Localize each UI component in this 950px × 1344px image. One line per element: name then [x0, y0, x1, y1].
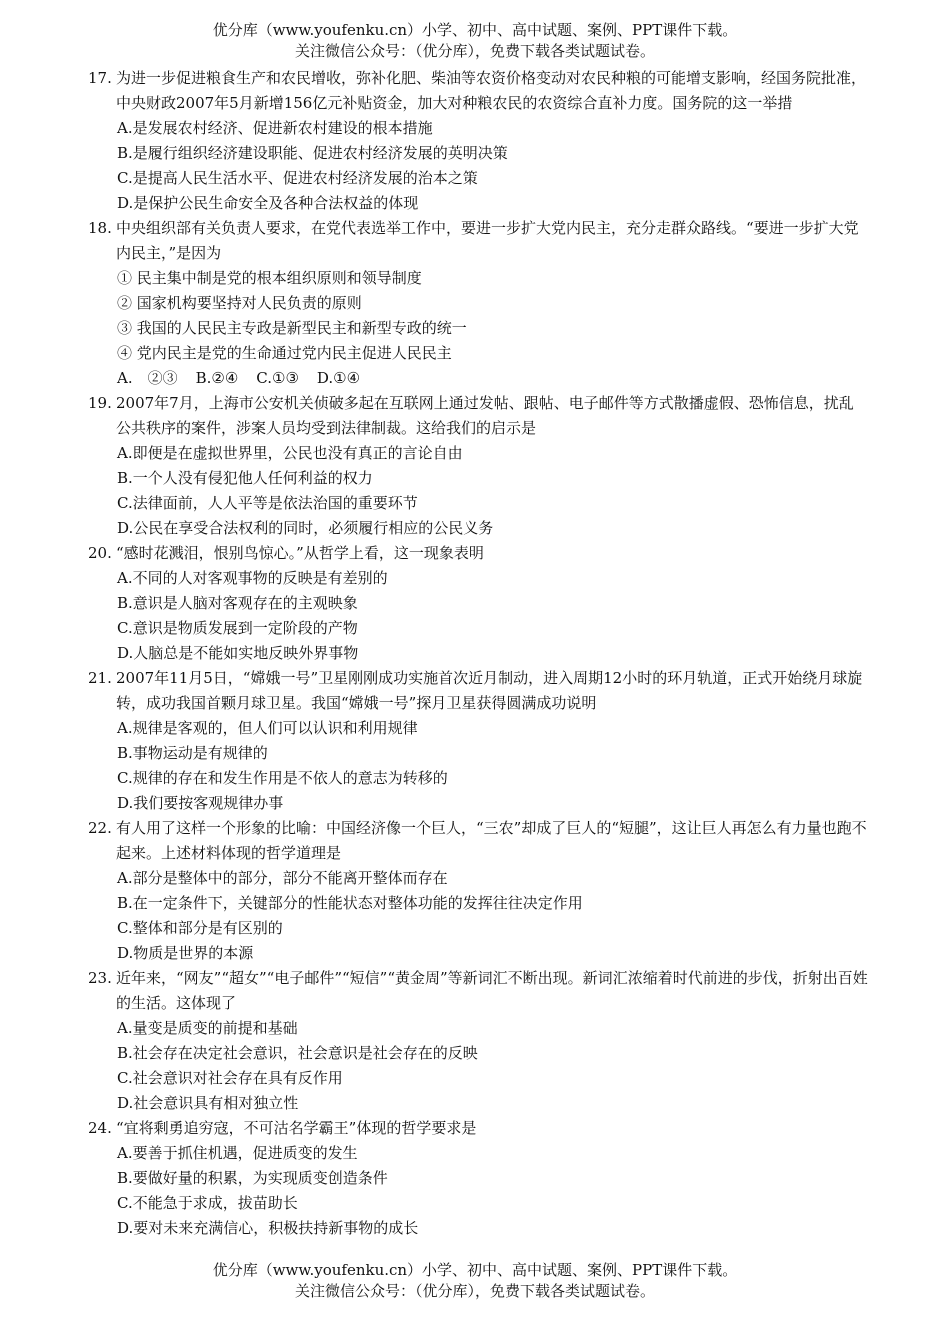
option-a: A.即便是在虚拟世界里，公民也没有真正的言论自由: [117, 444, 463, 462]
option-a: A.不同的人对客观事物的反映是有差别的: [117, 569, 388, 587]
option-b: B.意识是人脑对客观存在的主观映象: [117, 594, 358, 612]
option-d: D.公民在享受合法权利的同时，必须履行相应的公民义务: [117, 519, 494, 537]
question-20: [88, 541, 868, 666]
question-23: [88, 966, 868, 1116]
header-line-1: 优分库（www.youfenku.cn）小学、初中、高中试题、案例、PPT课件下载。: [212, 21, 738, 39]
option-d: D.物质是世界的本源: [117, 944, 254, 962]
question-number: 24.: [88, 1119, 112, 1137]
statement-2: ② 国家机构要坚持对人民负责的原则: [117, 294, 362, 312]
option-a: A.量变是质变的前提和基础: [117, 1019, 298, 1037]
choice-a: A. ②③: [117, 369, 178, 387]
question-18: [88, 216, 868, 391]
statement-3: ③ 我国的人民民主专政是新型民主和新型专政的统一: [117, 319, 467, 337]
choice-row: [88, 366, 868, 391]
question-stem: 近年来，“网友”“超女”“电子邮件”“短信”“黄金周”等新词汇不断出现。新词汇浓缩着时代前进的步伐，折射出百姓的生活。这体现了: [116, 969, 868, 1012]
question-stem: 2007年7月，上海市公安机关侦破多起在互联网上通过发帖、跟帖、电子邮件等方式散播虚假、恐怖信息，扰乱公共秩序的案件，涉案人员均受到法律制裁。这给我们的启示是: [116, 394, 854, 437]
option-d: D.我们要按客观规律办事: [117, 794, 284, 812]
question-number: 20.: [88, 544, 112, 562]
option-c: C.社会意识对社会存在具有反作用: [117, 1069, 343, 1087]
option-b: B.要做好量的积累，为实现质变创造条件: [117, 1169, 388, 1187]
question-number: 22.: [88, 819, 112, 837]
option-d: D.人脑总是不能如实地反映外界事物: [117, 644, 359, 662]
option-c: C.意识是物质发展到一定阶段的产物: [117, 619, 358, 637]
option-b: B.事物运动是有规律的: [117, 744, 268, 762]
option-a: A.规律是客观的，但人们可以认识和利用规律: [117, 719, 418, 737]
option-a: A.部分是整体中的部分，部分不能离开整体而存在: [117, 869, 448, 887]
question-stem: “宜将剩勇追穷寇，不可沽名学霸王”体现的哲学要求是: [116, 1119, 477, 1137]
option-a: A.要善于抓住机遇，促进质变的发生: [117, 1144, 358, 1162]
page-header: [0, 20, 950, 62]
question-list: [88, 66, 868, 1241]
question-stem: 2007年11月5日，“嫦娥一号”卫星刚刚成功实施首次近月制动，进入周期12小时的环月轨道，正式开始绕月球旋转，成功我国首颗月球卫星。我国“嫦娥一号”探月卫星获得圆满成功说明: [116, 669, 863, 712]
option-c: C.不能急于求成，拔苗助长: [117, 1194, 298, 1212]
option-b: B.是履行组织经济建设职能、促进农村经济发展的英明决策: [117, 144, 508, 162]
footer-line-2: 关注微信公众号：（优分库），免费下载各类试题试卷。: [294, 1282, 655, 1300]
question-number: 19.: [88, 394, 112, 412]
page-footer: [0, 1260, 950, 1302]
question-24: [88, 1116, 868, 1241]
option-c: C.规律的存在和发生作用是不依人的意志为转移的: [117, 769, 448, 787]
header-line-2: 关注微信公众号：（优分库），免费下载各类试题试卷。: [294, 42, 655, 60]
option-d: D.要对未来充满信心，积极扶持新事物的成长: [117, 1219, 419, 1237]
option-b: B.一个人没有侵犯他人任何利益的权力: [117, 469, 373, 487]
question-number: 17.: [88, 69, 112, 87]
question-stem: “感时花溅泪，恨别鸟惊心。”从哲学上看，这一现象表明: [116, 544, 484, 562]
option-d: D.是保护公民生命安全及各种合法权益的体现: [117, 194, 419, 212]
question-stem: 为进一步促进粮食生产和农民增收，弥补化肥、柴油等农资价格变动对农民种粮的可能增支影响，经国务院批准，中央财政2007年5月新增156亿元补贴资金，加大对种粮农民的农资综合直补力度。国务院的这一举措: [116, 69, 867, 112]
option-d: D.社会意识具有相对独立性: [117, 1094, 299, 1112]
question-19: [88, 391, 868, 541]
statement-1: ① 民主集中制是党的根本组织原则和领导制度: [117, 269, 422, 287]
question-number: 21.: [88, 669, 112, 687]
question-number: 18.: [88, 219, 112, 237]
choice-c: C.①③: [256, 369, 299, 387]
option-c: C.是提高人民生活水平、促进农村经济发展的治本之策: [117, 169, 478, 187]
option-c: C.法律面前，人人平等是依法治国的重要环节: [117, 494, 418, 512]
option-c: C.整体和部分是有区别的: [117, 919, 283, 937]
question-number: 23.: [88, 969, 112, 987]
question-22: [88, 816, 868, 966]
option-a: A.是发展农村经济、促进新农村建设的根本措施: [117, 119, 433, 137]
question-21: [88, 666, 868, 816]
statement-4: ④ 党内民主是党的生命通过党内民主促进人民民主: [117, 344, 452, 362]
choice-d: D.①④: [316, 369, 361, 387]
option-b: B.在一定条件下，关键部分的性能状态对整体功能的发挥往往决定作用: [117, 894, 583, 912]
question-stem: 有人用了这样一个形象的比喻：中国经济像一个巨人，“三农”却成了巨人的“短腿”，这让巨人再怎么有力量也跑不起来。上述材料体现的哲学道理是: [116, 819, 867, 862]
footer-line-1: 优分库（www.youfenku.cn）小学、初中、高中试题、案例、PPT课件下载。: [212, 1261, 738, 1279]
question-stem: 中央组织部有关负责人要求，在党代表选举工作中，要进一步扩大党内民主，充分走群众路线。“要进一步扩大党内民主，”是因为: [116, 219, 859, 262]
question-17: [88, 66, 868, 216]
option-b: B.社会存在决定社会意识，社会意识是社会存在的反映: [117, 1044, 478, 1062]
choice-b: B.②④: [195, 369, 239, 387]
